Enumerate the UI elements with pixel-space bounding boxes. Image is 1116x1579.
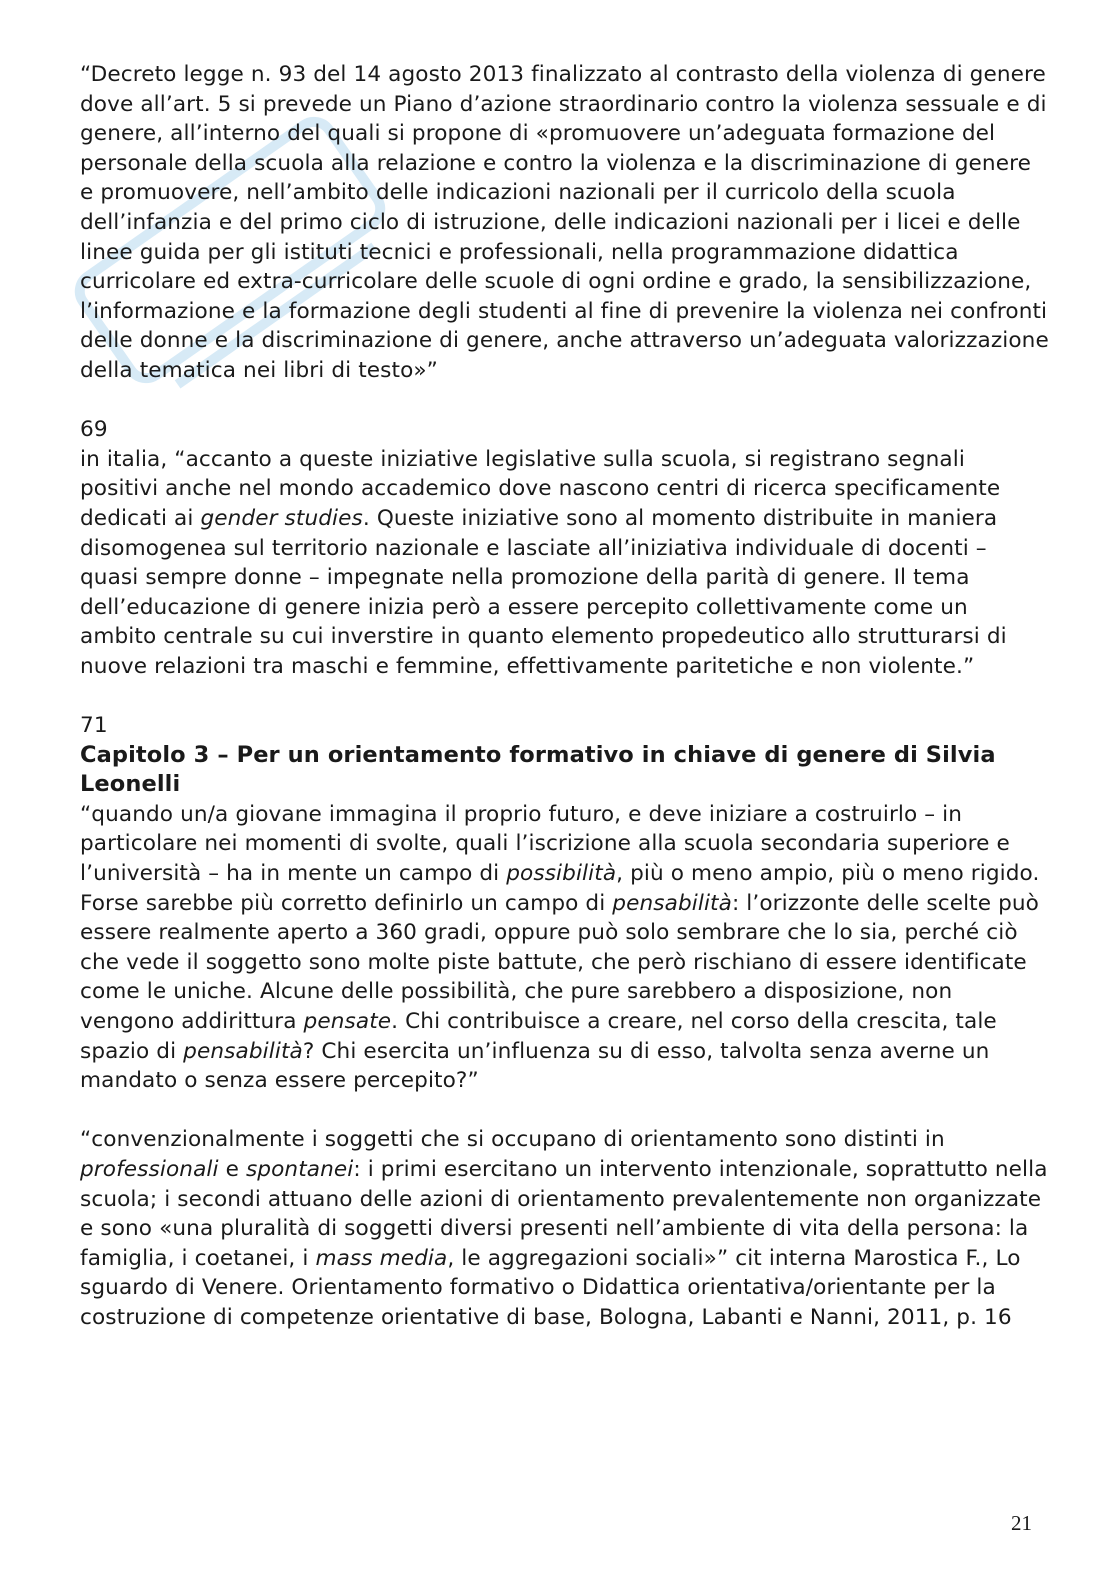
page-number: 21 [1011, 1511, 1032, 1535]
paragraph-possibilities: “quando un/a giovane immagina il proprio futuro, e deve iniziare a costruirlo – in particolare nei momenti di svolte, quali l’iscrizione alla scuola secondaria superiore e l’università – ha in mente un campo di possibilità, più o meno ampio, più o meno rigido. Forse sarebbe più corretto definirlo un campo di pensabilità: l’orizzonte delle scelte può essere realmente aperto a 360 gradi, oppure può solo sembrare che lo sia, perché ciò che vede il soggetto sono molte piste battute, che però rischiano di essere identificate come le uniche. Alcune delle possibilità, che pure sarebbero a disposizione, non vengono addirittura pensate. Chi contribuisce a creare, nel corso della crescita, tale spazio di pensabilità? Chi esercita un’influenza su di esso, talvolta senza averne un mandato o senza essere percepito?” [80, 801, 1040, 1094]
document-page [80, 60, 1050, 1333]
page-reference-71: 71 [80, 713, 108, 739]
paragraph-gender-studies: in italia, “accanto a queste iniziative legislative sulla scuola, si registrano segnali positivi anche nel mondo accademico dove nascono centri di ricerca specificamente dedicati ai gender studies. Queste iniziative sono al momento distribuite in maniera disomogenea sul territorio nazionale e lasciate all’iniziativa individuale di docenti – quasi sempre donne – impegnate nella promozione della parità di genere. Il tema dell’educazione di genere inizia però a essere percepito collettivamente come un ambito centrale su cui inverstire in quanto elemento propedeutico allo strutturarsi di nuove relazioni tra maschi e femmine, effettivamente paritetiche e non violente.” [80, 446, 1007, 679]
page-reference-69: 69 [80, 417, 108, 443]
paragraph-decree: “Decreto legge n. 93 del 14 agosto 2013 finalizzato al contrasto della violenza di genere dove all’art. 5 si prevede un Piano d’azione straordinario contro la violenza sessuale e di genere, all’interno del quali si propone di «promuovere un’adeguata formazione del personale della scuola alla relazione e contro la violenza e la discriminazione di genere e promuovere, nell’ambito delle indicazioni nazionali per il curricolo della scuola dell’infanzia e del primo ciclo di istruzione, delle indicazioni nazionali per i licei e delle linee guida per gli istituti tecnici e professionali, nella programmazione didattica curricolare ed extra-curricolare delle scuole di ogni ordine e grado, la sensibilizzazione, l’informazione e la formazione degli studenti al fine di prevenire la violenza nei confronti delle donne e la discriminazione di genere, anche attraverso un’adeguata valorizzazione della tematica nei libri di testo»” [80, 62, 1049, 383]
chapter-heading: Capitolo 3 – Per un orientamento formativo in chiave di genere di Silvia Leonelli [80, 741, 996, 798]
paragraph-orientation: “convenzionalmente i soggetti che si occupano di orientamento sono distinti in professionali e spontanei: i primi esercitano un intervento intenzionale, soprattutto nella scuola; i secondi attuano delle azioni di orientamento prevalentemente non organizzate e sono «una pluralità di soggetti diversi presenti nell’ambiente di vita della persona: la famiglia, i coetanei, i mass media, le aggregazioni sociali»” cit interna Marostica F., Lo sguardo di Venere. Orientamento formativo o Didattica orientativa/orientante per la costruzione di competenze orientative di base, Bologna, Labanti e Nanni, 2011, p. 16 [80, 1127, 1048, 1330]
